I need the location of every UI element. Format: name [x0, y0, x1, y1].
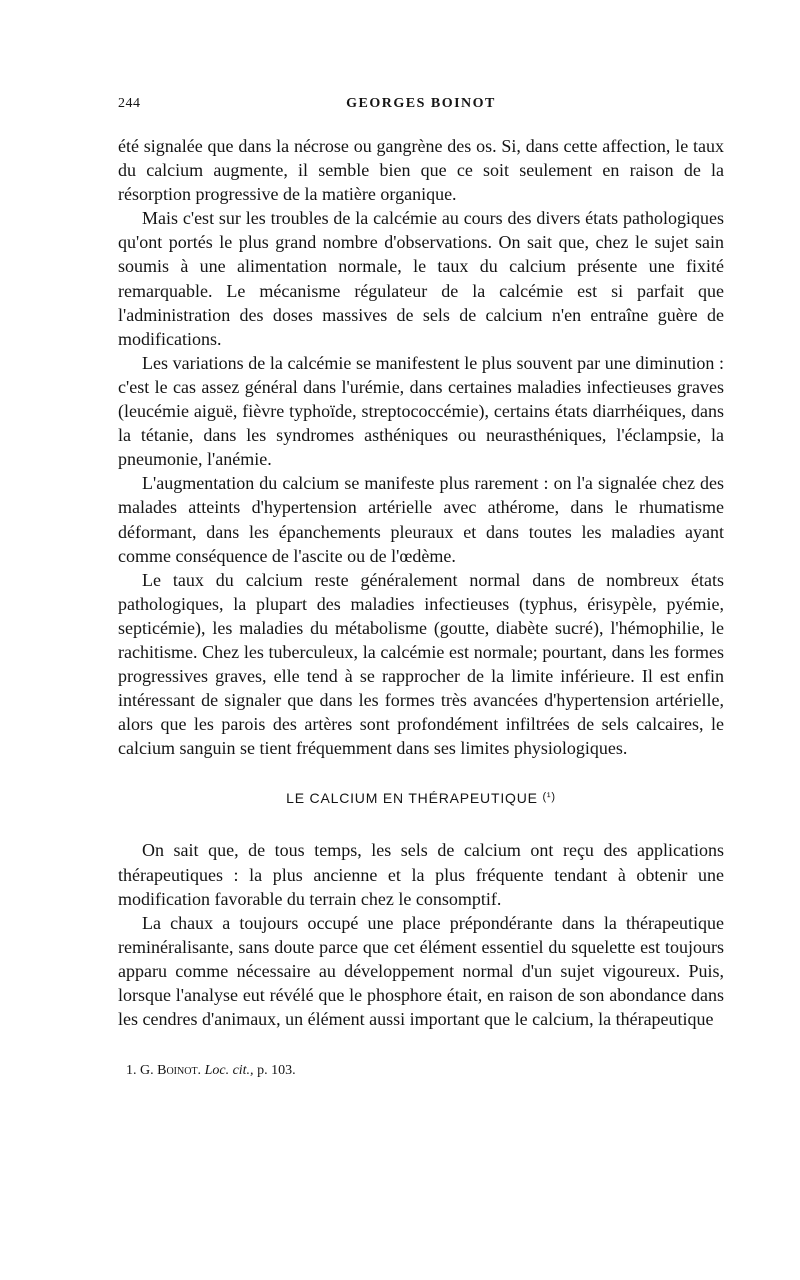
footnote-reference: (¹): [542, 791, 556, 804]
footnote-number: 1.: [126, 1063, 137, 1079]
running-head: [118, 96, 724, 120]
footnote: [118, 1063, 724, 1079]
footnote-reference-text: Loc. cit.,: [204, 1063, 254, 1079]
page-number: 244: [118, 96, 141, 111]
paragraph: L'augmentation du calcium se manifeste plus rarement : on l'a signalée chez des malades atteints d'hypertension artérielle avec athérome, dans le rhumatisme déformant, dans les épanchements pleuraux et dans toutes les maladies ayant comme conséquence de l'ascite ou de l'œdème.: [118, 473, 724, 566]
paragraph: Le taux du calcium reste généralement normal dans de nombreux états pathologiques, la plupart des maladies infectieuses (typhus, érisypèle, pyémie, septicémie), les maladies du métabolisme (goutte, diabète sucré), l'hémophilie, le rachitisme. Chez les tuberculeux, la calcémie est normale; pourtant, dans les formes progressives graves, elle tend à se rapprocher de la limite inférieure. Il est enfin intéressant de signaler que dans les formes très avancées d'hypertension artérielle, alors que les parois des artères sont profondément infiltrées de sels calcaires, le calcium sanguin se tient fréquemment dans ses limites physiologiques.: [118, 569, 724, 759]
paragraph: On sait que, de tous temps, les sels de calcium ont reçu des applications thérapeutiques : la plus ancienne et la plus fréquente tendant à obtenir une modification favorable du terrain chez le consomptif.: [118, 840, 724, 909]
footnote-author: G. Boinot.: [140, 1063, 202, 1079]
paragraph: été signalée que dans la nécrose ou gangrène des os. Si, dans cette affection, le taux du calcium augmente, il semble bien que ce soit seulement en raison de la résorption progressive de la matière organique.: [118, 136, 724, 205]
paragraph: Mais c'est sur les troubles de la calcémie au cours des divers états pathologiques qu'ont portés le plus grand nombre d'observations. On sait que, chez le sujet sain soumis à une alimentation normale, le taux du calcium présente une fixité remarquable. Le mécanisme régulateur de la calcémie est si parfait que l'administration des doses massives de sels de calcium n'en entraîne guère de modifications.: [118, 208, 724, 349]
footnote-page: p. 103.: [257, 1063, 296, 1079]
paragraph: Les variations de la calcémie se manifestent le plus souvent par une diminution : c'est le cas assez général dans l'urémie, dans certaines maladies infectieuses graves (leucémie aiguë, fièvre typhoïde, streptococcémie), certains états diarrhéiques, dans la tétanie, dans les syndromes asthéniques ou neurasthéniques, l'éclampsie, la pneumonie, l'anémie.: [118, 352, 724, 470]
section-heading-text: LE CALCIUM EN THÉRAPEUTIQUE: [286, 790, 538, 807]
book-page: [118, 96, 724, 1079]
body-text: [118, 134, 724, 1031]
paragraph: La chaux a toujours occupé une place prépondérante dans la thérapeutique reminéralisante, sans doute parce que cet élément essentiel du squelette est toujours apparu comme nécessaire au développement normal d'un sujet vigoureux. Puis, lorsque l'analyse eut révélé que le phosphore était, en raison de son abondance dans les cendres d'animaux, un élément aussi important que le calcium, la thérapeutique: [118, 912, 724, 1030]
running-title: GEORGES BOINOT: [346, 96, 496, 111]
section-heading: [118, 790, 724, 806]
